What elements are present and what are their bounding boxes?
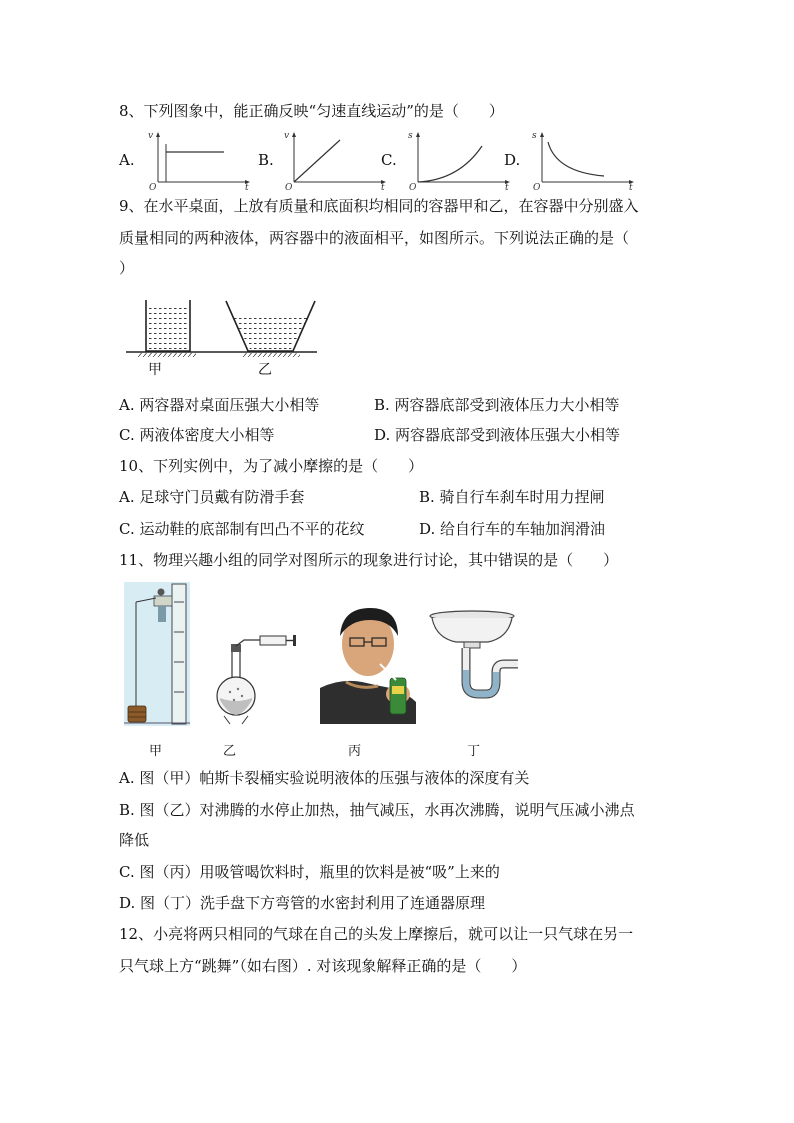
q8-graph-a xyxy=(144,130,254,194)
q8-c-origin: O xyxy=(409,183,417,190)
q11-caption-jia: 甲 xyxy=(149,744,163,759)
q8-option-a-letter: A. xyxy=(119,151,135,169)
q10-option-d: D. 给自行车的车轴加润滑油 xyxy=(419,520,606,538)
q11-option-b-line2: 降低 xyxy=(119,831,150,849)
q8-graph-c xyxy=(404,130,514,194)
q8-d-origin: O xyxy=(533,183,541,190)
q9-option-a: A. 两容器对桌面压强大小相等 xyxy=(119,396,320,414)
q12-stem-line1: 12、小亮将两只相同的气球在自己的头发上摩擦后，就可以让一只气球在另一 xyxy=(119,925,634,943)
q8-stem: 8、下列图象中，能正确反映“匀速直线运动”的是（ ） xyxy=(119,102,504,120)
q9-label-jia: 甲 xyxy=(148,362,162,378)
q8-c-yaxis: s xyxy=(408,131,413,141)
q11-option-c: C. 图（丙）用吸管喝饮料时，瓶里的饮料是被“吸”上来的 xyxy=(119,863,500,881)
q8-b-xaxis: t xyxy=(381,183,385,190)
q8-b-yaxis: v xyxy=(284,131,290,141)
q8-graph-d xyxy=(528,130,638,194)
q11-caption-bing: 丙 xyxy=(348,744,362,759)
q9-stem-line1: 9、在水平桌面，上放有质量和底面积均相同的容器甲和乙，在容器中分别盛入 xyxy=(119,197,639,215)
q11-figure-bing-boy-drinking xyxy=(320,602,416,728)
q10-option-b: B. 骑自行车刹车时用力捏闸 xyxy=(419,488,605,506)
q11-option-d: D. 图（丁）洗手盘下方弯管的水密封利用了连通器原理 xyxy=(119,894,486,912)
q9-stem-line3: ） xyxy=(119,259,135,277)
q10-option-c: C. 运动鞋的底部制有凹凸不平的花纹 xyxy=(119,520,365,538)
q8-option-b-letter: B. xyxy=(258,151,274,169)
q9-option-d: D. 两容器底部受到液体压强大小相等 xyxy=(374,426,621,444)
q11-figure-yi-flask-syringe xyxy=(214,634,300,730)
q8-graph-b xyxy=(280,130,390,194)
q10-stem: 10、下列实例中，为了减小摩擦的是（ ） xyxy=(119,457,424,475)
q8-a-origin: O xyxy=(149,183,157,190)
q8-a-yaxis: v xyxy=(148,131,154,141)
q8-d-xaxis: t xyxy=(629,183,633,190)
q11-caption-yi: 乙 xyxy=(223,744,237,759)
q8-option-d-letter: D. xyxy=(504,151,521,169)
q9-label-yi: 乙 xyxy=(258,362,272,378)
q8-option-c-letter: C. xyxy=(381,151,397,169)
q11-option-b-line1: B. 图（乙）对沸腾的水停止加热，抽气减压，水再次沸腾，说明气压减小沸点 xyxy=(119,801,635,819)
q9-stem-line2: 质量相同的两种液体，两容器中的液面相平，如图所示。下列说法正确的是（ xyxy=(119,229,630,247)
q11-caption-ding: 丁 xyxy=(467,744,481,759)
q8-a-xaxis: t xyxy=(245,183,249,190)
q11-figure-ding-sink-trap xyxy=(426,608,520,716)
q9-option-b: B. 两容器底部受到液体压力大小相等 xyxy=(374,396,620,414)
q10-option-a: A. 足球守门员戴有防滑手套 xyxy=(119,488,305,506)
q11-option-a: A. 图（甲）帕斯卡裂桶实验说明液体的压强与液体的深度有关 xyxy=(119,769,530,787)
q11-figure-jia-pascal-barrel xyxy=(124,582,190,730)
q9-option-c: C. 两液体密度大小相等 xyxy=(119,426,275,444)
q12-stem-line2: 只气球上方“跳舞”（如右图）. 对该现象解释正确的是（ ） xyxy=(119,957,527,975)
q8-c-xaxis: t xyxy=(505,183,509,190)
q8-d-yaxis: s xyxy=(532,131,537,141)
q8-b-origin: O xyxy=(285,183,293,190)
q11-stem: 11、物理兴趣小组的同学对图所示的现象进行讨论，其中错误的是（ ） xyxy=(119,551,619,569)
